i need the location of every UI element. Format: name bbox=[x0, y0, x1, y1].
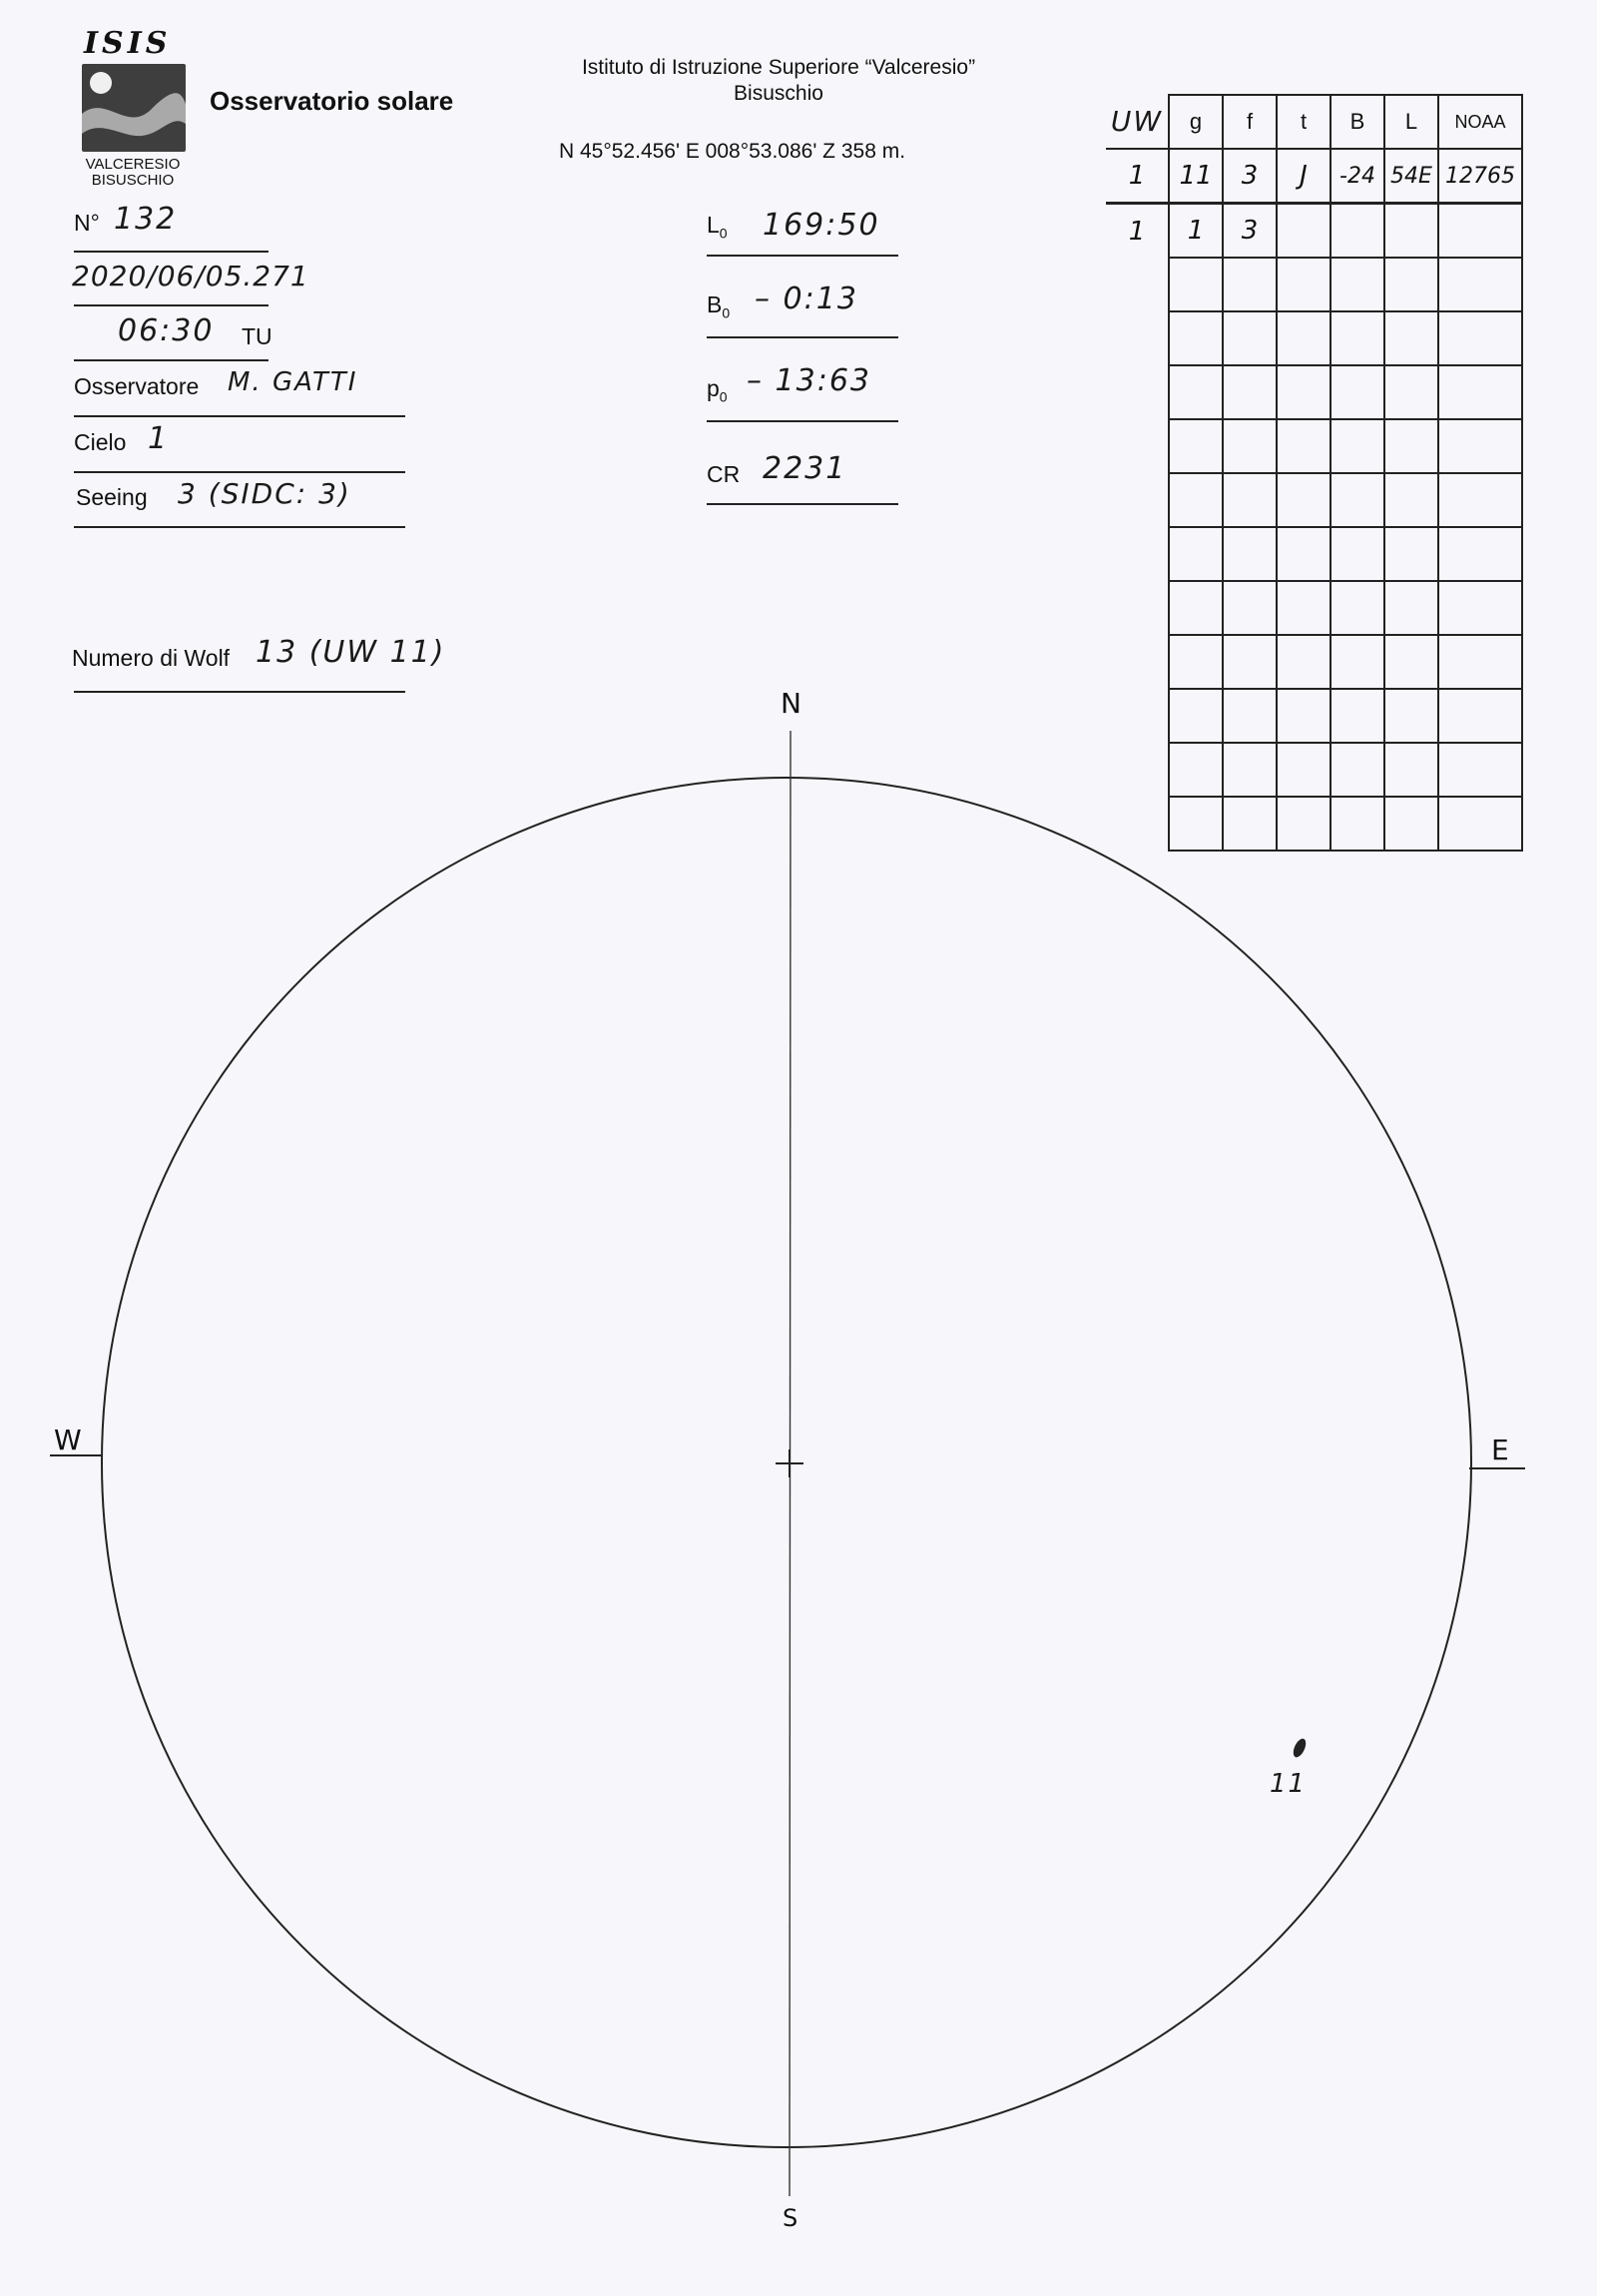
cr-value: 2231 bbox=[763, 451, 847, 486]
south-label: S bbox=[783, 2204, 798, 2232]
col-f: f bbox=[1223, 95, 1277, 149]
table-cell: 11 bbox=[1169, 149, 1223, 204]
logo-subtitle-1: VALCERESIO bbox=[85, 156, 181, 173]
number-value: 132 bbox=[114, 202, 178, 237]
table-cell: -24 bbox=[1331, 149, 1384, 204]
table-cell: 54E bbox=[1384, 149, 1438, 204]
l0-label: $L_0$ bbox=[707, 212, 728, 242]
cr-label: CR bbox=[707, 461, 741, 487]
table-cell: J bbox=[1277, 149, 1331, 204]
table-cell: 3 bbox=[1223, 149, 1277, 204]
time-value: 06:30 bbox=[118, 313, 215, 348]
p0-label: $p_0$ bbox=[707, 375, 728, 405]
table-cell: 1 bbox=[1106, 149, 1169, 204]
station-coordinates: N 45°52.456' E 008°53.086' Z 358 m. bbox=[559, 140, 906, 163]
seeing-value: 3 (SIDC: 3) bbox=[178, 477, 351, 510]
wolf-value: 13 (UW 11) bbox=[256, 635, 446, 670]
logo-brand: ISIS bbox=[84, 26, 172, 61]
observatory-title: Osservatorio solare bbox=[210, 86, 454, 116]
col-uw: UW bbox=[1106, 95, 1169, 149]
observer-value: M. GATTI bbox=[228, 367, 358, 397]
b0-label: $B_0$ bbox=[707, 291, 731, 321]
table-cell: 1 bbox=[1106, 204, 1169, 259]
east-label: E bbox=[1491, 1434, 1509, 1466]
sunspot-mark bbox=[1291, 1737, 1309, 1759]
observer-label: Osservatore bbox=[74, 373, 200, 399]
north-label: N bbox=[781, 687, 801, 720]
sky-label: Cielo bbox=[74, 429, 127, 455]
sky-value: 1 bbox=[148, 421, 170, 456]
seeing-label: Seeing bbox=[76, 484, 148, 510]
col-g: g bbox=[1169, 95, 1223, 149]
logo-subtitle-2: BISUSCHIO bbox=[91, 172, 175, 189]
col-b: B bbox=[1331, 95, 1384, 149]
table-cell: 1 bbox=[1169, 204, 1223, 259]
institute-town: Bisuschio bbox=[734, 82, 823, 105]
p0-value: – 13:63 bbox=[747, 363, 871, 398]
table-cell: 12765 bbox=[1438, 149, 1522, 204]
col-noaa: NOAA bbox=[1438, 95, 1522, 149]
col-l: L bbox=[1384, 95, 1438, 149]
spot-group-label: 11 bbox=[1270, 1769, 1308, 1799]
date-value: 2020/06/05.271 bbox=[72, 260, 309, 292]
number-label: N° bbox=[74, 210, 100, 236]
table-cell: 3 bbox=[1223, 204, 1277, 259]
l0-value: 169:50 bbox=[763, 208, 880, 243]
wolf-label: Numero di Wolf bbox=[72, 645, 231, 671]
west-label: W bbox=[54, 1424, 82, 1456]
col-t: t bbox=[1277, 95, 1331, 149]
institute-name: Istituto di Istruzione Superiore “Valceresio” bbox=[581, 56, 976, 79]
b0-value: – 0:13 bbox=[755, 282, 858, 316]
time-unit: TU bbox=[242, 323, 272, 349]
